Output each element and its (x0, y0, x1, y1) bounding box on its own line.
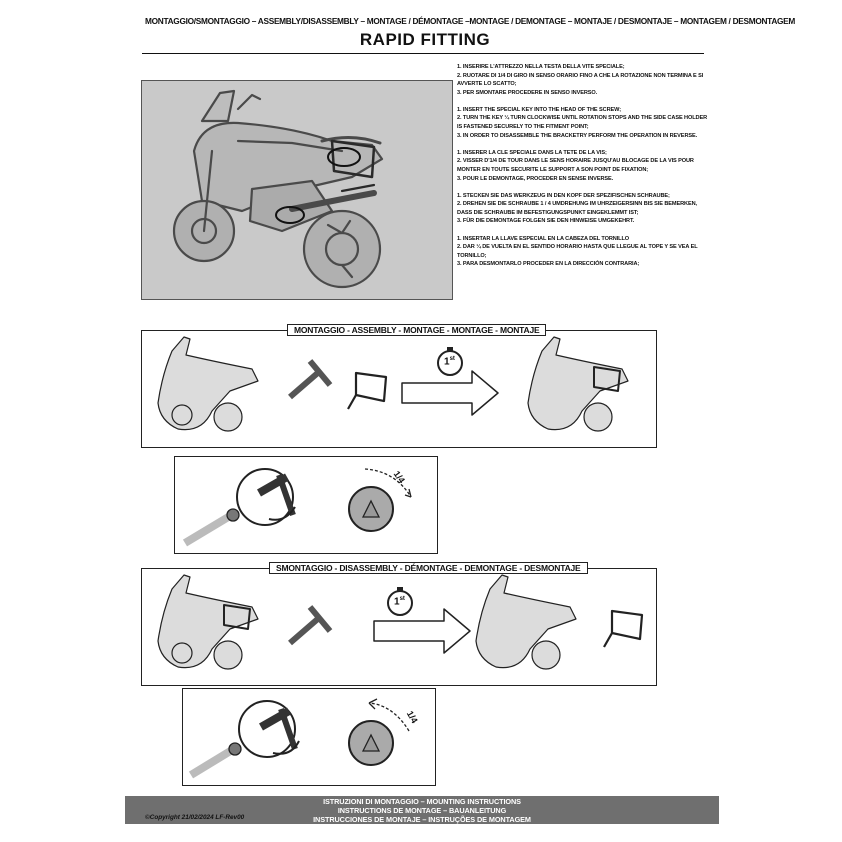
step-number: 1 (394, 596, 400, 608)
instructions-spanish (457, 235, 709, 269)
assembly-step-badge (444, 356, 455, 367)
instruction-line: 1. INSERER LA CLE SPECIALE DANS LA TETE DE LA VIS; (457, 149, 607, 156)
instruction-line: 3. PER SMONTARE PROCEDERE IN SENSO INVERSO. (457, 89, 598, 96)
instructions-french (457, 149, 709, 183)
footer-line: INSTRUCCIONES DE MONTAJE – INSTRUÇÕES DE MONTAGEM (313, 815, 531, 824)
instruction-line: 2. RUOTARE DI 1/4 DI GIRO IN SENSO ORARIO FINO A CHE LA ROTAZIONE NON TERMINA E SI AVVERTE LO SCATTO; (457, 72, 704, 88)
assembly-section-label: MONTAGGIO - ASSEMBLY - MONTAGE - MONTAGE - MONTAJE (287, 324, 546, 336)
header-divider (142, 53, 704, 54)
instruction-line: 1. INSERT THE SPECIAL KEY INTO THE HEAD OF THE SCREW; (457, 106, 621, 113)
disassembly-section-label: SMONTAGGIO - DISASSEMBLY - DÉMONTAGE - DEMONTAGE - DESMONTAJE (269, 562, 588, 574)
motorcycle-photo (141, 80, 453, 300)
instructions-german (457, 192, 709, 226)
instruction-line: 1. INSERTAR LA LLAVE ESPECIAL EN LA CABEZA DEL TORNILLO (457, 235, 630, 242)
step-number: 1 (444, 356, 450, 368)
instruction-line: 3. PARA DESMONTARLO PROCEDER EN LA DIRECCIÓN CONTRARIA; (457, 261, 640, 268)
step-suffix: st (449, 356, 455, 362)
instruction-line: 1. STECKEN SIE DAS WERKZEUG IN DEN KOPF DER SPEZIFISCHEN SCHRAUBE; (457, 192, 670, 199)
instruction-line: 1. INSERIRE L'ATTREZZO NELLA TESTA DELLA VITE SPECIALE; (457, 64, 625, 70)
page-title: RAPID FITTING (359, 30, 491, 49)
disassembly-detail-diagram (183, 689, 435, 785)
disassembly-detail-panel (182, 688, 436, 786)
instruction-line: 2. DAR ¼ DE VUELTA EN EL SENTIDO HORARIO HASTA QUE LLEGUE AL TOPE Y SE VEA EL TORNILLO; (457, 244, 698, 259)
footer-line: INSTRUCTIONS DE MONTAGE – BAUANLEITUNG (337, 806, 507, 815)
disassembly-diagram (142, 569, 656, 685)
footer-line: ISTRUZIONI DI MONTAGGIO – MOUNTING INSTRUCTIONS (323, 797, 521, 806)
instructions-english (457, 106, 709, 140)
assembly-diagram (142, 331, 656, 447)
instructions-block (457, 63, 709, 277)
instructions-italian (457, 63, 709, 97)
disassembly-panel (141, 568, 657, 686)
disassembly-rotation-label: 1/4 (404, 709, 420, 725)
instruction-line: 3. POUR LE DEMONTAGE, PROCEDER EN SENSE INVERSE. (457, 175, 614, 182)
instruction-line: 3. FÜR DIE DEMONTAGE FOLGEN SIE DEN HINWEISE UMGEKEHRT. (457, 218, 635, 225)
instruction-line: 3. IN ORDER TO DISASSEMBLE THE BRACKETRY PERFORM THE OPERATION IN REVERSE. (457, 132, 698, 139)
assembly-panel (141, 330, 657, 448)
step-suffix: st (399, 596, 405, 602)
instruction-line: 2. VISSER D'1/4 DE TOUR DANS LE SENS HORAIRE JUSQU'AU BLOCAGE DE LA VIS POUR MONTER EN TOUTE SECURITE LE SUPPORT A SON POINT DE FIXATION; (457, 158, 694, 173)
disassembly-step-badge (394, 596, 405, 607)
instruction-line: 2. DREHEN SIE DIE SCHRAUBE 1 / 4 UMDREHUNG IM UHRZEIGERSINN BIS SIE BEMERKEN, DASS DIE SCHRAUBE IM BEFESTIGUNGSPUNKT EINGEKLEMMT IST; (457, 201, 698, 216)
assembly-rotation-label: 1/4 (391, 469, 407, 485)
copyright-notice: ©Copyright 21/02/2024 LF-Rev00 (145, 814, 245, 821)
motorcycle-illustration (142, 81, 452, 299)
instruction-line: 2. TURN THE KEY ¼ TURN CLOCKWISE UNTIL ROTATION STOPS AND THE SIDE CASE HOLDER IS FASTENED SECURELY TO THE FITMENT POINT; (457, 115, 708, 131)
languages-header: MONTAGGIO/SMONTAGGIO – ASSEMBLY/DISASSEMBLY – MONTAGE / DÉMONTAGE –MONTAGE / DEMONTAGE – MONTAJE / DESMONTAJE – MONTAGEM / DESMONTAGEM (145, 16, 796, 26)
